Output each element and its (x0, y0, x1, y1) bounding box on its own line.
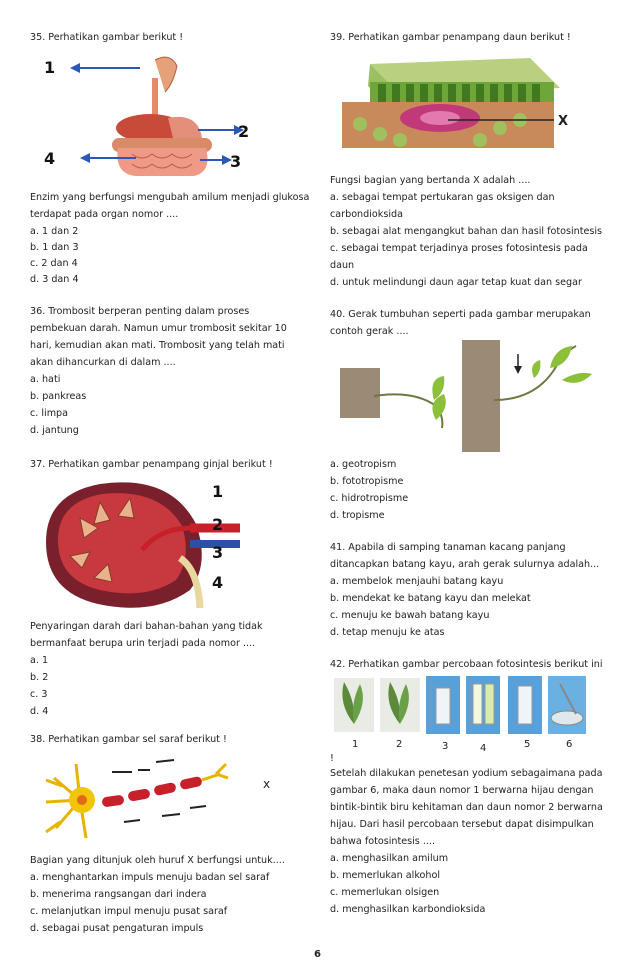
q42-stem-1: Setelah dilakukan penetesan yodium sebagaimana pada (330, 768, 603, 779)
photosynthesis-experiment-figure (330, 674, 590, 736)
q41-option-a: a. membelok menjauhi batang kayu (330, 576, 504, 587)
q36-stem-1: 36. Trombosit berperan penting dalam proses (30, 306, 250, 317)
q38-title: 38. Perhatikan gambar sel saraf berikut ! (30, 734, 227, 745)
q37-label-3: 3 (212, 543, 224, 562)
q42-fig-label-6: 6 (566, 739, 573, 750)
q37-option-c: c. 3 (30, 689, 48, 700)
q42-fig-label-5: 5 (524, 739, 531, 750)
q42-stem-4: hijau. Dari hasil percobaan tersebut dapat disimpulkan (330, 819, 594, 830)
q38-option-d: d. sebagai pusat pengaturan impuls (30, 923, 204, 934)
q41-stem-1: 41. Apabila di samping tanaman kacang panjang (330, 542, 566, 553)
q42-stem-5: bahwa fotosintesis .... (330, 836, 436, 847)
q36-stem-3: hari, kemudian akan mati. Trombosit yang telah mati (30, 340, 285, 351)
q37-option-a: a. 1 (30, 655, 49, 666)
q39-option-c: c. sebagai tempat terjadinya proses fotosintesis pada (330, 243, 588, 254)
q35-option-d: d. 3 dan 4 (30, 274, 79, 285)
q35-stem-2: terdapat pada organ nomor .... (30, 209, 179, 220)
q36-stem-2: pembekuan darah. Namun umur trombosit sekitar 10 (30, 323, 287, 334)
q39-label-x: X (558, 114, 569, 129)
q35-title: 35. Perhatikan gambar berikut ! (30, 32, 184, 43)
q42-fig-label-2: 2 (396, 739, 403, 750)
q36-stem-4: akan dihancurkan di dalam .... (30, 357, 176, 368)
q41-option-b: b. mendekat ke batang kayu dan melekat (330, 593, 531, 604)
q36-option-d: d. jantung (30, 425, 79, 436)
q37-label-4: 4 (212, 573, 224, 592)
q42-fig-label-3: 3 (442, 741, 449, 752)
q40-option-c: c. hidrotropisme (330, 493, 409, 504)
q42-stem-3: bintik-bintik biru kehitaman dan daun nomor 2 berwarna (330, 802, 603, 813)
plant-movement-figure (336, 340, 596, 452)
q35-option-b: b. 1 dan 3 (30, 242, 79, 253)
q38-option-b: b. menerima rangsangan dari indera (30, 889, 207, 900)
q40-stem-1: 40. Gerak tumbuhan seperti pada gambar merupakan (330, 309, 591, 320)
q37-stem-1: Penyaringan darah dari bahan-bahan yang tidak (30, 621, 263, 632)
q42-option-b: b. memerlukan alkohol (330, 870, 441, 881)
q42-option-c: c. memerlukan olsigen (330, 887, 440, 898)
nerve-cell-figure (40, 752, 260, 852)
q37-option-b: b. 2 (30, 672, 49, 683)
q39-option-d: d. untuk melindungi daun agar tetap kuat dan segar (330, 277, 582, 288)
q36-option-c: c. limpa (30, 408, 69, 419)
q39-option-b: b. sebagai alat mengangkut bahan dan hasil fotosintesis (330, 226, 603, 237)
q39-title: 39. Perhatikan gambar penampang daun berikut ! (330, 32, 571, 43)
q35-option-a: a. 1 dan 2 (30, 226, 79, 237)
q40-option-b: b. fototropisme (330, 476, 404, 487)
q42-title-end: ! (330, 753, 334, 764)
q35-label-1: 1 (44, 58, 56, 77)
q40-option-a: a. geotropism (330, 459, 397, 470)
q41-option-c: c. menuju ke bawah batang kayu (330, 610, 490, 621)
q35-stem-1: Enzim yang berfungsi mengubah amilum menjadi glukosa (30, 192, 310, 203)
q39-option-c-cont: daun (330, 260, 355, 271)
q37-option-d: d. 4 (30, 706, 49, 717)
q41-stem-2: ditancapkan batang kayu, arah gerak sulurnya adalah... (330, 559, 600, 570)
q42-fig-label-4: 4 (480, 743, 487, 754)
q37-label-2: 2 (212, 515, 224, 534)
q42-option-d: d. menghasilkan karbondioksida (330, 904, 486, 915)
q40-option-d: d. tropisme (330, 510, 385, 521)
leaf-cross-section-figure (330, 48, 570, 163)
q38-label-x: x (263, 777, 271, 791)
q35-label-2: 2 (238, 122, 250, 141)
q37-stem-2: bermanfaat berupa urin terjadi pada nomor .... (30, 638, 256, 649)
q36-option-b: b. pankreas (30, 391, 87, 402)
q39-option-a-cont: carbondioksida (330, 209, 403, 220)
q38-stem-1: Bagian yang ditunjuk oleh huruf X berfungsi untuk.... (30, 855, 285, 866)
q39-option-a: a. sebagai tempat pertukaran gas oksigen dan (330, 192, 555, 203)
q37-title: 37. Perhatikan gambar penampang ginjal berikut ! (30, 459, 273, 470)
page-number: 6 (314, 949, 321, 960)
q39-stem-1: Fungsi bagian yang bertanda X adalah .... (330, 175, 531, 186)
q35-label-3: 3 (230, 152, 242, 171)
kidney-cross-section-figure (40, 478, 240, 608)
q35-label-4: 4 (44, 149, 56, 168)
q40-stem-2: contoh gerak .... (330, 326, 409, 337)
q42-stem-2: gambar 6, maka daun nomor 1 berwarna hijau dengan (330, 785, 594, 796)
q38-option-a: a. menghantarkan impuls menuju badan sel saraf (30, 872, 270, 883)
q36-option-a: a. hati (30, 374, 61, 385)
q42-option-a: a. menghasilkan amilum (330, 853, 449, 864)
q42-fig-label-1: 1 (352, 739, 359, 750)
q42-title: 42. Perhatikan gambar percobaan fotosintesis berikut ini (330, 659, 603, 670)
q38-option-c: c. melanjutkan impul menuju pusat saraf (30, 906, 228, 917)
q37-label-1: 1 (212, 482, 224, 501)
q41-option-d: d. tetap menuju ke atas (330, 627, 445, 638)
q35-option-c: c. 2 dan 4 (30, 258, 78, 269)
